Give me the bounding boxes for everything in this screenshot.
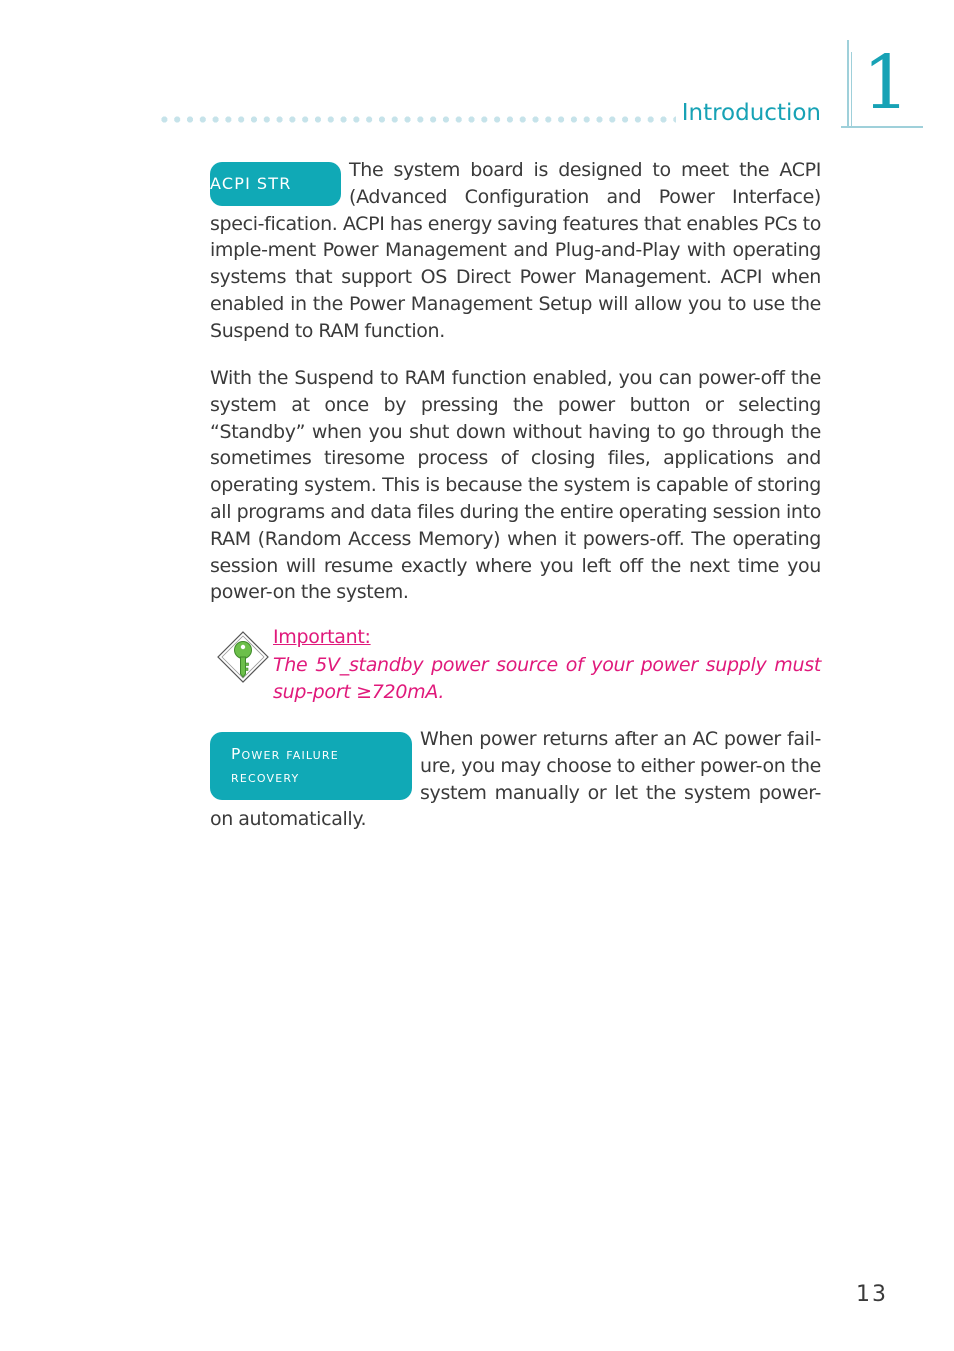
important-title: Important: <box>273 626 371 648</box>
suspend-paragraph: With the Suspend to RAM function enabled, you can power-off the system at once by pressing the power button or selecting “Standby” when you shut down without having to go through the sometimes tiresome process of closing files, applications and operating system. This is because the system is capable of storing all programs and data files during the entire operating session into RAM (Random Access Memory) when it powers-off. The operating session will resume exactly where you left off the next time you power-on the system. <box>210 367 821 604</box>
chapter-number: 1 <box>862 40 910 126</box>
chapter-bracket-line <box>847 40 849 128</box>
important-text: The 5V_standby power source of your power supply must sup-port ≥720mA. <box>273 654 821 703</box>
chapter-bracket-line-inner <box>851 52 852 128</box>
acpi-str-badge: ACPI STR <box>210 162 341 206</box>
key-icon <box>216 630 272 686</box>
badge-line-1: Power failure <box>231 745 339 763</box>
section-title: Introduction <box>681 100 821 126</box>
power-failure-text: When power returns after an AC power fail-ure, you may choose to either power-on the system manually or let the system power-on automatically. <box>210 728 821 831</box>
acpi-paragraph <box>210 157 821 345</box>
power-failure-paragraph <box>210 726 821 833</box>
badge-line-2: recovery <box>231 768 300 786</box>
acpi-text: The system board is designed to meet the ACPI (Advanced Configuration and Power Interface) speci-fication. ACPI has energy saving features that enables PCs to imple-ment Power Management and Plug-and-Play with operating systems that support OS Direct Power Management. ACPI when enabled in the Power Management Setup will allow you to use the Suspend to RAM function. <box>210 159 821 342</box>
page-number: 13 <box>856 1282 888 1307</box>
power-failure-recovery-badge <box>210 732 412 800</box>
